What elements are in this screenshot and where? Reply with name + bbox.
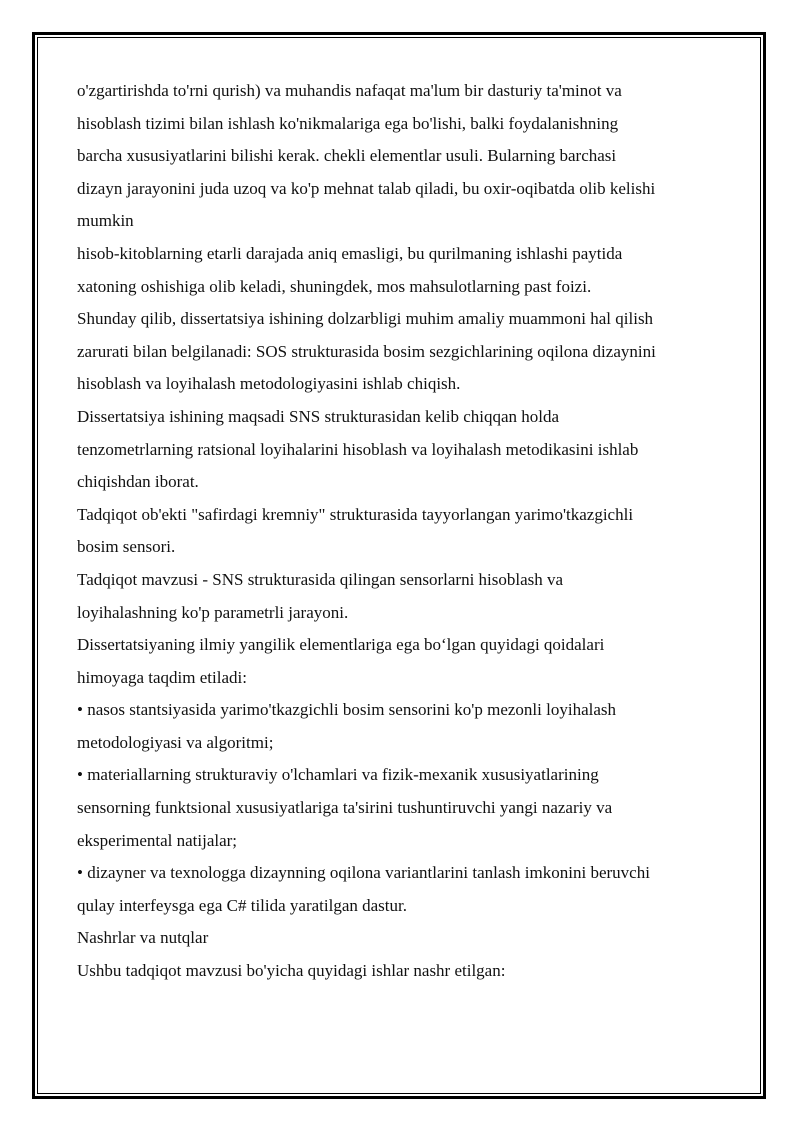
bullet-item-line: • nasos stantsiyasida yarimo'tkazgichli bosim sensorini ko'p mezonli loyihalash — [77, 700, 616, 720]
text-line: hisoblash va loyihalash metodologiyasini ishlab chiqish. — [77, 374, 461, 394]
text-line: Tadqiqot ob'ekti "safirdagi kremniy" strukturasida tayyorlangan yarimo'tkazgichli — [77, 504, 634, 524]
text-line: xatoning oshishiga olib keladi, shuningdek, mos mahsulotlarning past foizi. — [77, 276, 592, 296]
text-line: himoyaga taqdim etiladi: — [77, 667, 247, 687]
text-line: qulay interfeysga ega C# tilida yaratilgan dastur. — [77, 895, 407, 915]
text-line: hisob-kitoblarning etarli darajada aniq emasligi, bu qurilmaning ishlashi paytida — [77, 243, 623, 263]
text-line: eksperimental natijalar; — [77, 830, 238, 850]
text-line: Shunday qilib, dissertatsiya ishining dolzarbligi muhim amaliy muammoni hal qilish — [77, 309, 654, 329]
text-line: bosim sensori. — [77, 537, 176, 557]
text-line: Dissertatsiyaning ilmiy yangilik elementlariga ega bo‘lgan quyidagi qoidalari — [77, 635, 605, 655]
text-line: sensorning funktsional xususiyatlariga ta'sirini tushuntiruvchi yangi nazariy va — [77, 798, 613, 818]
text-line: chiqishdan iborat. — [77, 472, 199, 492]
text-line: metodologiyasi va algoritmi; — [77, 732, 274, 752]
text-line: mumkin — [77, 211, 134, 231]
text-line: Tadqiqot mavzusi - SNS strukturasida qilingan sensorlarni hisoblash va — [77, 569, 564, 589]
document-body — [77, 75, 737, 988]
text-line: zarurati bilan belgilanadi: SOS strukturasida bosim sezgichlarining oqilona dizaynini — [77, 341, 656, 361]
bullet-item-line: • materiallarning strukturaviy o'lchamlari va fizik-mexanik xususiyatlarining — [77, 765, 599, 785]
text-line: loyihalashning ko'p parametrli jarayoni. — [77, 602, 349, 622]
bullet-item-line: • dizayner va texnologga dizaynning oqilona variantlarini tanlash imkonini beruvchi — [77, 863, 650, 883]
text-line: barcha xususiyatlarini bilishi kerak. chekli elementlar usuli. Bularning barchasi — [77, 146, 617, 166]
section-heading: Nashrlar va nutqlar — [77, 928, 209, 948]
text-line: Ushbu tadqiqot mavzusi bo'yicha quyidagi ishlar nashr etilgan: — [77, 961, 506, 981]
text-line: hisoblash tizimi bilan ishlash ko'nikmalariga ega bo'lishi, balki foydalanishning — [77, 113, 619, 133]
text-line: o'zgartirishda to'rni qurish) va muhandis nafaqat ma'lum bir dasturiy ta'minot va — [77, 81, 622, 100]
text-line: dizayn jarayonini juda uzoq va ko'p mehnat talab qiladi, bu oxir-oqibatda olib kelishi — [77, 178, 656, 198]
text-line: Dissertatsiya ishining maqsadi SNS strukturasidan kelib chiqqan holda — [77, 406, 560, 426]
text-line: tenzometrlarning ratsional loyihalarini hisoblash va loyihalash metodikasini ishlab — [77, 439, 639, 459]
